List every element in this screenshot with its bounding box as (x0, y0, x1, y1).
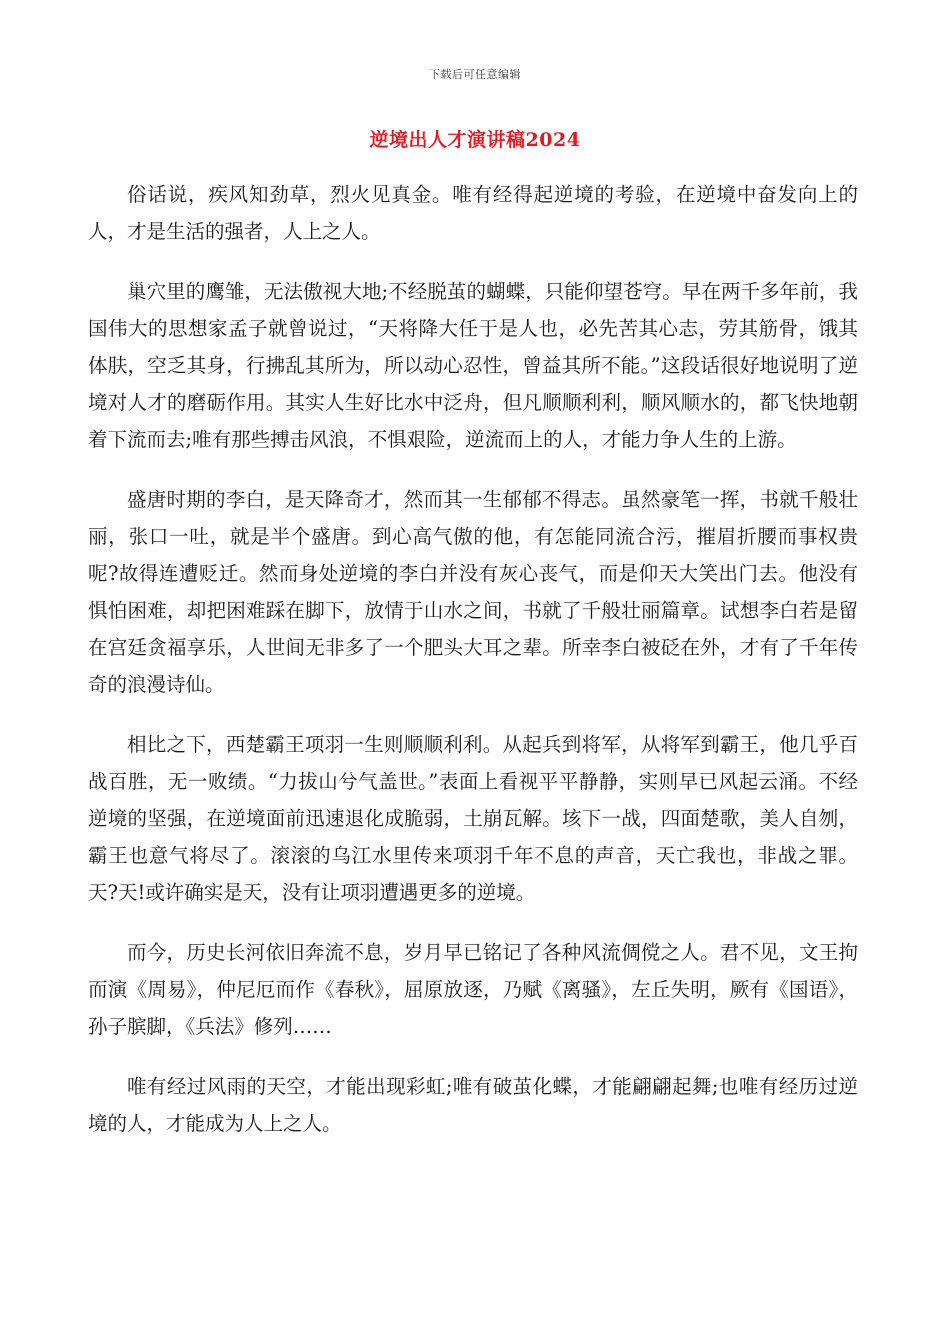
paragraph-2: 巢穴里的鹰雏，无法傲视大地;不经脱茧的蝴蝶，只能仰望苍穹。早在两千多年前，我国伟大的思想家孟子就曾说过，“天将降大任于是人也，必先苦其心志，劳其筋骨，饿其体肤，空乏其身，行拂乱其所为，所以动心忍性，曾益其所不能。”这段话很好地说明了逆境对人才的磨砺作用。其实人生好比水中泛舟，但凡顺顺利利，顺风顺水的，都飞快地朝着下流而去;唯有那些搏击风浪，不惧艰险，逆流而上的人，才能力争人生的上游。 (88, 280, 858, 451)
paragraph-3: 盛唐时期的李白，是天降奇才，然而其一生郁郁不得志。虽然豪笔一挥，书就千般壮丽，张口一吐，就是半个盛唐。到心高气傲的他，有怎能同流合污，摧眉折腰而事权贵呢?故得连遭贬迁。然而身处逆境的李白并没有灰心丧气，而是仰天大笑出门去。他没有惧怕困难，却把困难踩在脚下，放情于山水之间，书就了千般壮丽篇章。试想李白若是留在宫廷贪福享乐，人世间无非多了一个肥头大耳之辈。所幸李白被砭在外，才有了千年传奇的浪漫诗仙。 (88, 488, 858, 696)
paragraph-5: 而今，历史长河依旧奔流不息，岁月早已铭记了各种风流倜傥之人。君不见，文王拘而演《周易》，仲尼厄而作《春秋》，屈原放逐，乃赋《离骚》，左丘失明，厥有《国语》，孙子膑脚，《兵法》修列…… (88, 941, 858, 1038)
document-body (88, 176, 858, 1165)
paragraph-4: 相比之下，西楚霸王项羽一生则顺顺利利。从起兵到将军，从将军到霸王，他几乎百战百胜，无一败绩。“力拔山兮气盖世。”表面上看视平平静静，实则早已风起云涌。不经逆境的坚强，在逆境面前迅速退化成脆弱，土崩瓦解。垓下一战，四面楚歌，美人自刎，霸王也意气将尽了。滚滚的乌江水里传来项羽千年不息的声音，天亡我也，非战之罪。天?天!或许确实是天，没有让项羽遭遇更多的逆境。 (88, 733, 858, 904)
header-note: 下载后可任意编辑 (429, 68, 521, 81)
paragraph-6: 唯有经过风雨的天空，才能出现彩虹;唯有破茧化蝶，才能翩翩起舞;也唯有经历过逆境的人，才能成为人上之人。 (88, 1075, 858, 1135)
paragraph-1: 俗话说，疾风知劲草，烈火见真金。唯有经得起逆境的考验，在逆境中奋发向上的人，才是生活的强者，人上之人。 (88, 183, 858, 243)
document-title: 逆境出人才演讲稿2024 (369, 129, 581, 151)
